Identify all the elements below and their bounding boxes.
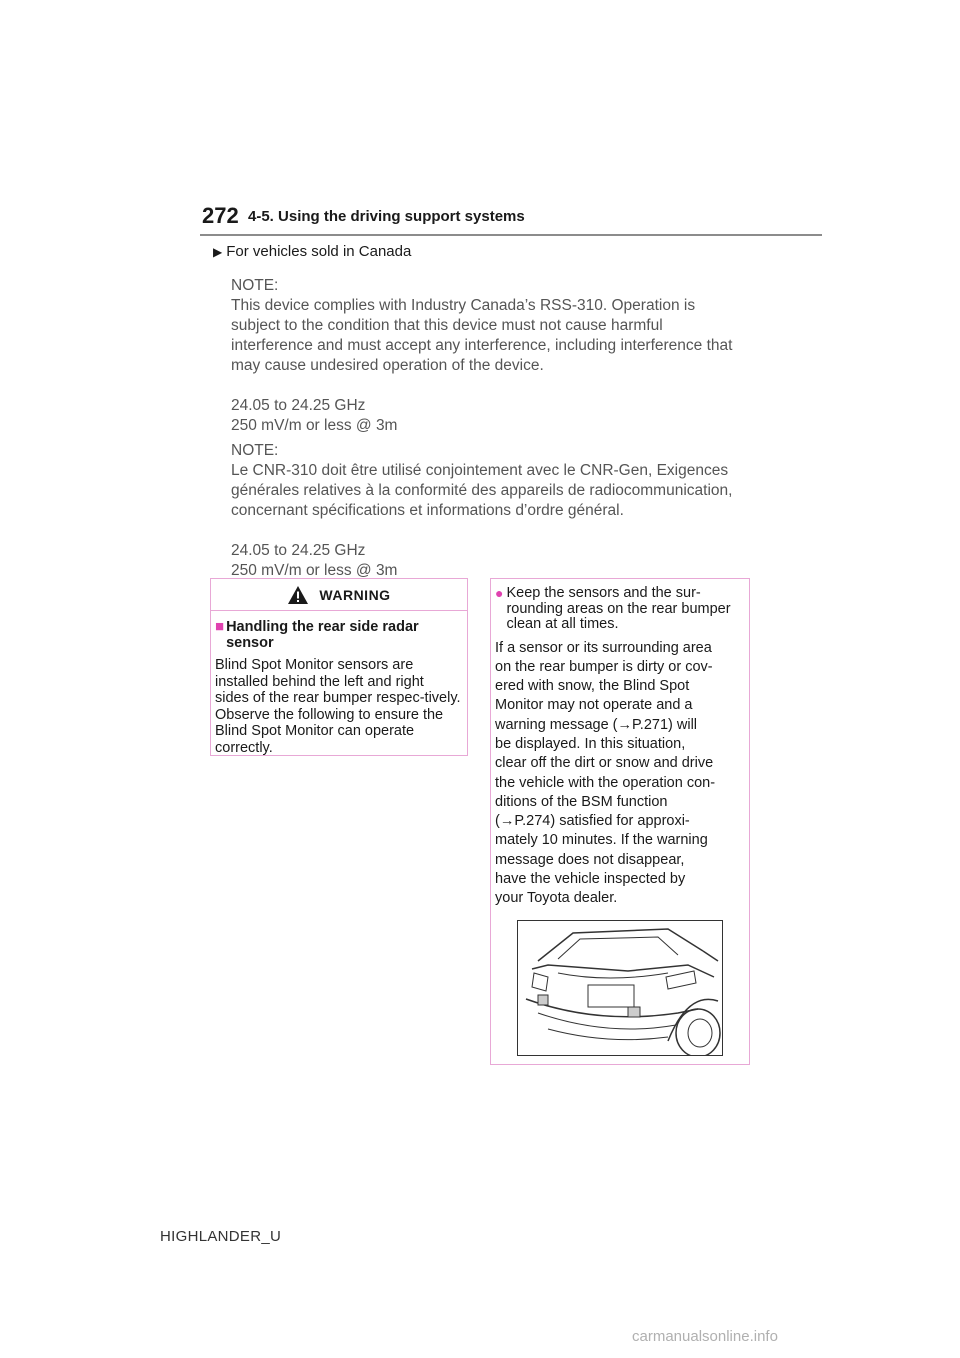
notice-power: 250 mV/m or less @ 3m	[231, 562, 398, 579]
triangle-right-icon: ▶	[213, 245, 223, 259]
body-line: If a sensor or its surrounding area	[495, 639, 712, 656]
notice-frequency: 24.05 to 24.25 GHz	[231, 397, 366, 414]
body-line: warning message (→P.271) will	[495, 716, 698, 733]
body-line: clear off the dirt or snow and drive	[495, 755, 714, 772]
body-line: be displayed. In this situation,	[495, 735, 686, 752]
warning-subhead	[215, 619, 461, 651]
notice-line: may cause undesired operation of the device.	[231, 357, 544, 374]
notice-line: Le CNR-310 doit être utilisé conjointement avec le CNR-Gen, Exigences	[231, 462, 729, 479]
notice-line: concernant spécifications et informations d’ordre général.	[231, 502, 624, 519]
body-line: (→P.274) satisfied for approxi-	[495, 813, 690, 830]
notice-english	[231, 276, 751, 436]
car-rear-icon	[518, 921, 722, 1055]
notice-line: subject to the condition that this device must not cause harmful	[231, 317, 663, 334]
page-number: 272	[202, 203, 239, 228]
notice-french	[231, 441, 751, 581]
warning-title: WARNING	[319, 586, 391, 603]
section-title: 4-5. Using the driving support systems	[248, 208, 525, 225]
sensor-care-body	[495, 639, 743, 909]
footer-model-code: HIGHLANDER_U	[160, 1228, 282, 1245]
body-line: have the vehicle inspected by	[495, 871, 686, 888]
warning-header	[211, 579, 467, 611]
body-line: Monitor may not operate and a	[495, 697, 693, 714]
body-line: ditions of the BSM function	[495, 793, 668, 810]
watermark: carmanualsonline.info	[632, 1328, 778, 1345]
vehicle-note-text: For vehicles sold in Canada	[226, 243, 412, 260]
notice-label: NOTE:	[231, 442, 279, 459]
vehicle-note	[213, 243, 411, 260]
warning-body: Blind Spot Monitor sensors are installed behind the left and right sides of the rear bumper respec-tively. Observe the following to ensure the Blind Spot Monitor can operate correctly.	[215, 657, 461, 756]
warning-subhead-text: Handling the rear side radar sensor	[226, 619, 419, 651]
notice-line: interference and must accept any interference, including interference that	[231, 337, 733, 354]
warning-box	[210, 578, 468, 756]
body-line: mately 10 minutes. If the warning	[495, 832, 708, 849]
body-line: on the rear bumper is dirty or cov-	[495, 658, 713, 675]
header-rule	[200, 234, 822, 236]
sensor-care-bullet	[495, 586, 743, 633]
notice-line: This device complies with Industry Canada’s RSS-310. Operation is	[231, 297, 696, 314]
notice-power: 250 mV/m or less @ 3m	[231, 417, 398, 434]
notice-line: générales relatives à la conformité des appareils de radiocommunication,	[231, 482, 733, 499]
notice-label: NOTE:	[231, 277, 279, 294]
notice-frequency: 24.05 to 24.25 GHz	[231, 542, 366, 559]
warning-triangle-icon	[287, 585, 309, 605]
square-bullet-icon: ■	[215, 618, 225, 635]
rear-bumper-sensor-illustration	[517, 920, 723, 1056]
sensor-care-bullet-text: Keep the sensors and the sur-rounding areas on the rear bumper clean at all times.	[506, 585, 731, 632]
body-line: ered with snow, the Blind Spot	[495, 678, 690, 695]
body-line: the vehicle with the operation con-	[495, 774, 716, 791]
body-line: your Toyota dealer.	[495, 890, 618, 907]
circle-bullet-icon: ●	[495, 585, 504, 601]
body-line: message does not disappear,	[495, 851, 685, 868]
